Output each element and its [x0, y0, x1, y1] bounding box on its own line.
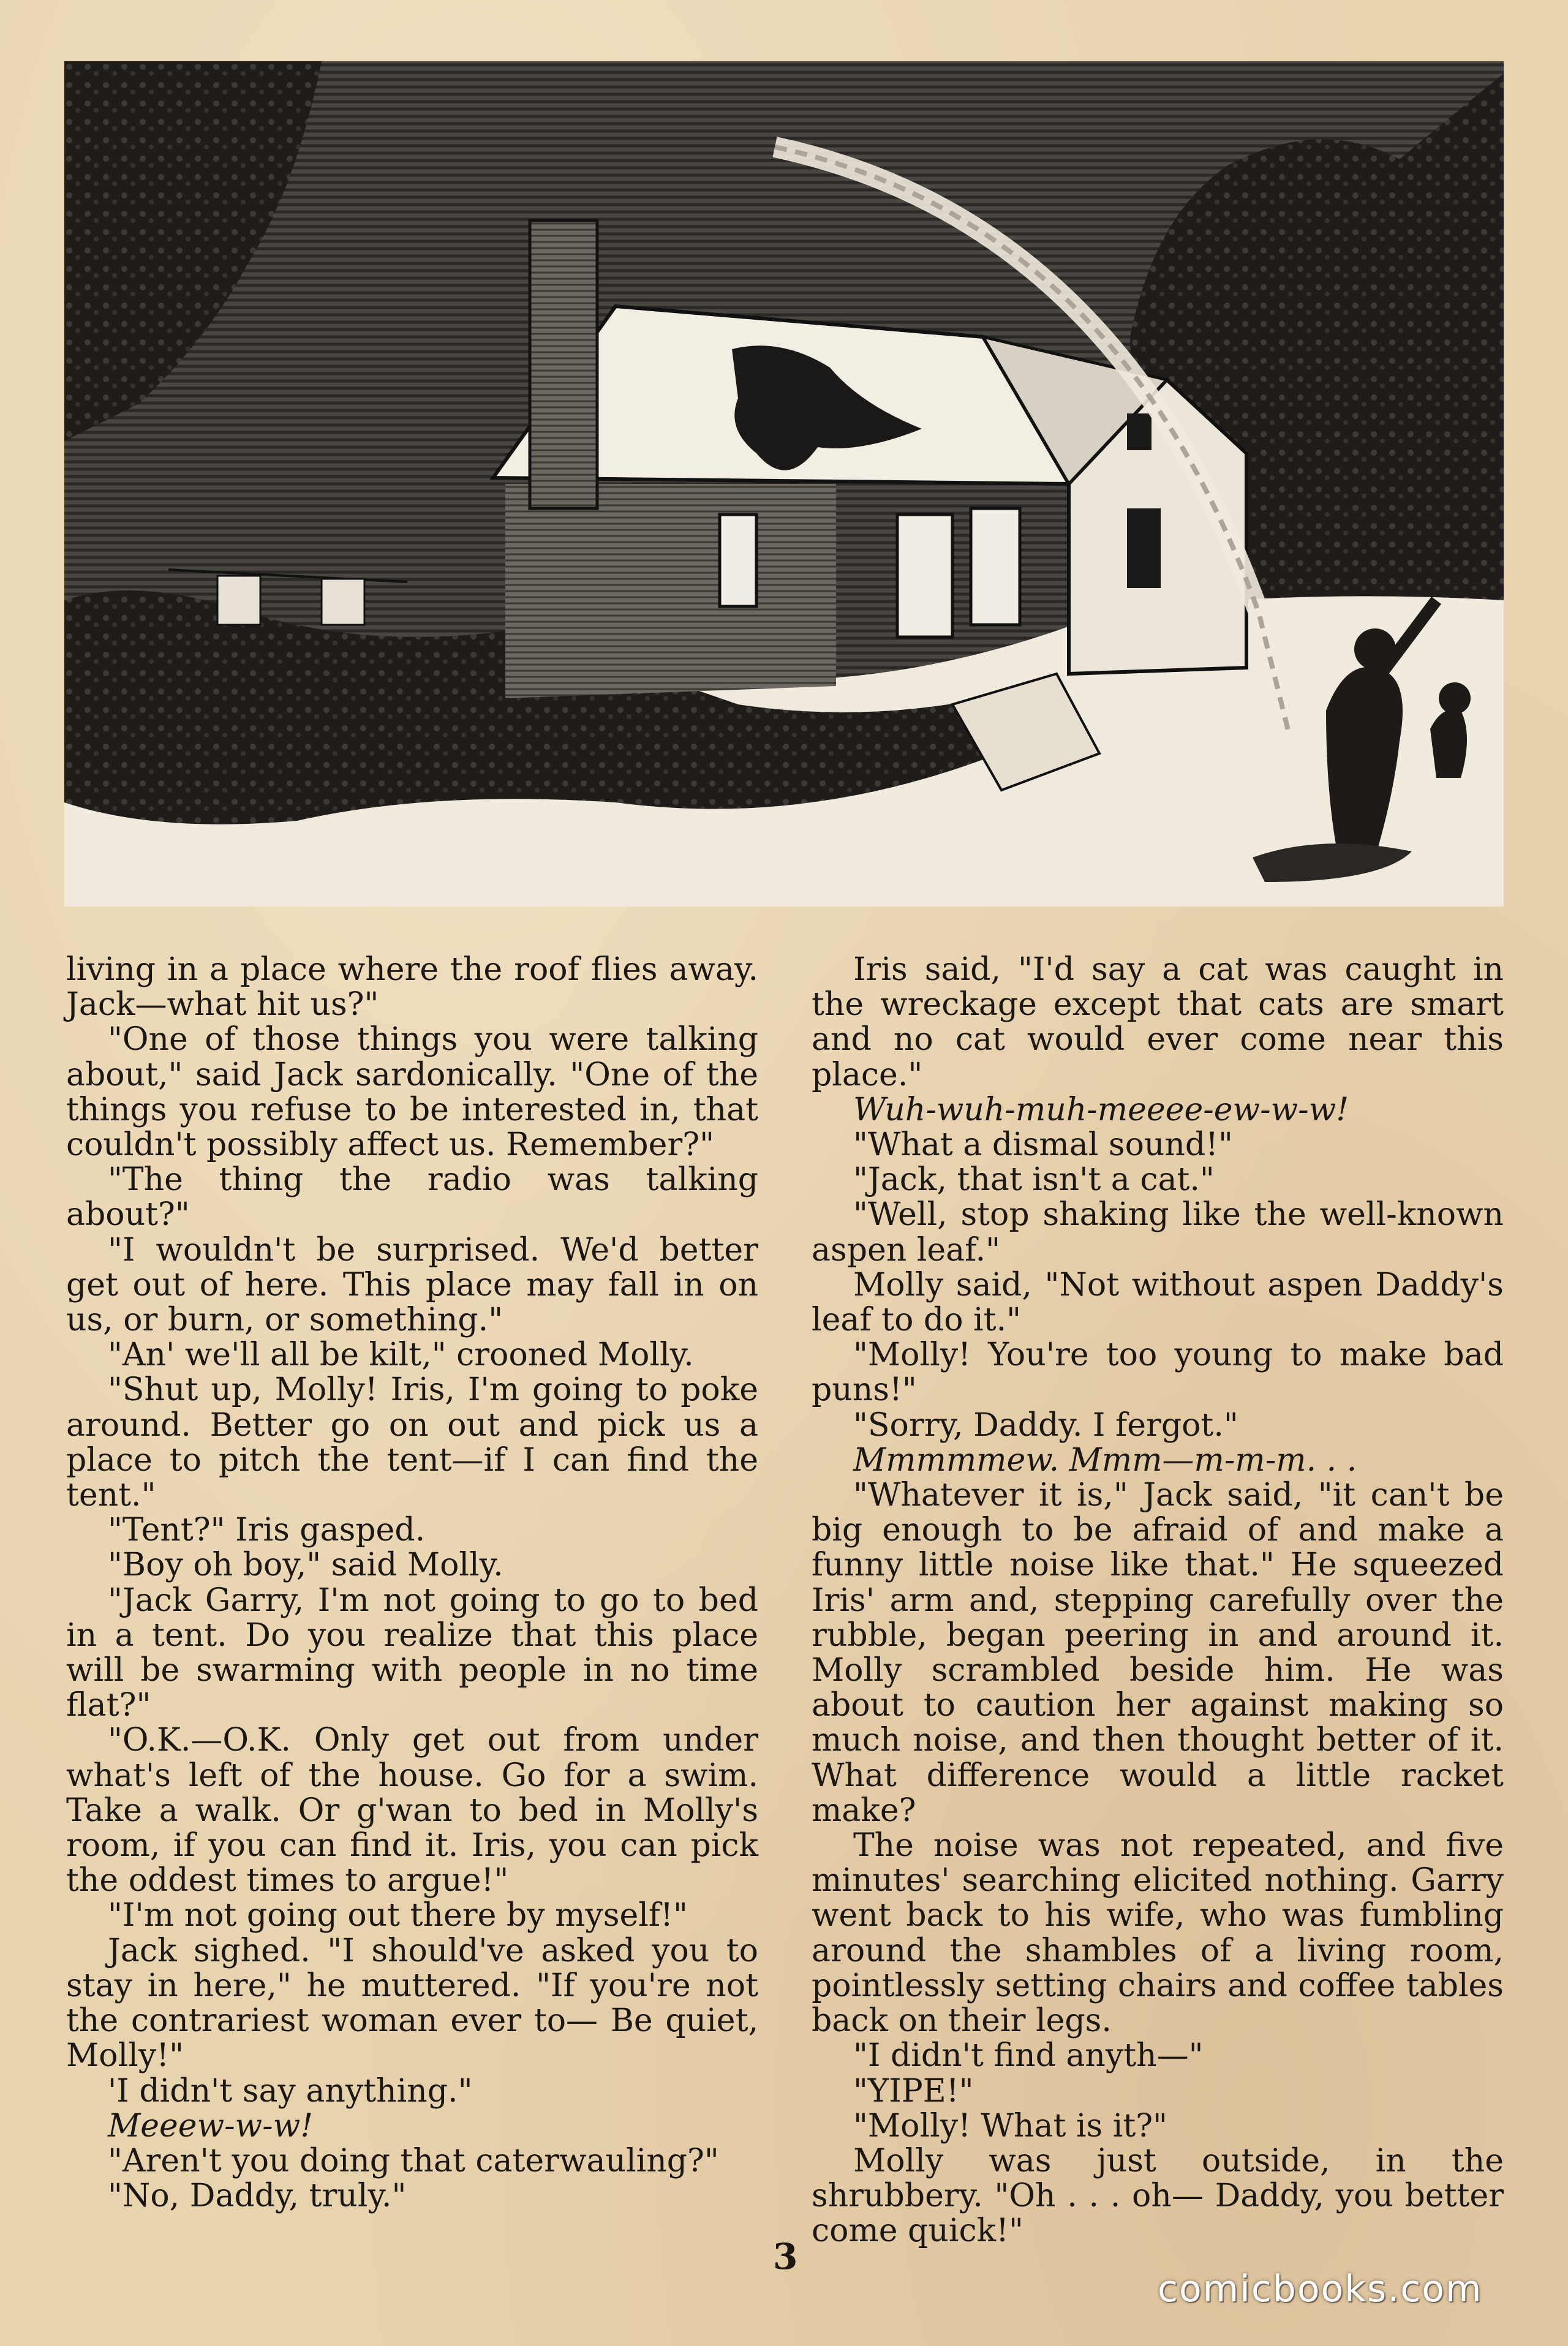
sound-effect-text: Wuh-wuh-muh-meeee-ew-w-w!	[853, 1091, 1349, 1128]
paragraph: "One of those things you were talking about," said Jack sardonically. "One of the things you refuse to be interested in, that couldn't possibly affect us. Remember?"	[66, 1021, 758, 1164]
sound-effect-text: Meeew-w-w!	[108, 2107, 314, 2144]
paragraph: "Whatever it is," Jack said, "it can't be big enough to be afraid of and make a funny little noise like that." He squeezed Iris' arm and, stepping carefully over the rubble, began peering in and around it. Molly scrambled beside him. He was about to caution her against making so much noise, and then thought better of it. What difference would a little racket make?	[812, 1477, 1504, 1829]
text-column-left	[66, 952, 758, 2214]
paragraph: "O.K.—O.K. Only get out from under what's left of the house. Go for a swim. Take a walk. Or g'wan to bed in Molly's room, if you can find it. Iris, you can pick the oddest times to argue!"	[66, 1722, 758, 1899]
house-roof-damage-night-illustration	[64, 61, 1504, 907]
page-number: 3	[773, 2236, 798, 2277]
paragraph: "No, Daddy, truly."	[108, 2178, 407, 2215]
paragraph: "Jack, that isn't a cat."	[853, 1161, 1215, 1199]
paragraph: Iris said, "I'd say a cat was caught in the wreckage except that cats are smart and no cat would ever come near this place."	[812, 951, 1504, 1093]
paragraph: 'I didn't say anything."	[108, 2072, 473, 2110]
paragraph: Molly said, "Not without aspen Daddy's leaf to do it."	[812, 1266, 1504, 1339]
paragraph: "The thing the radio was talking about?"	[66, 1161, 758, 1234]
paragraph: "I wouldn't be surprised. We'd better get out of here. This place may fall in on us, or burn, or something."	[66, 1231, 758, 1339]
paragraph: "Sorry, Daddy. I fergot."	[853, 1406, 1238, 1444]
paragraph: "Jack Garry, I'm not going to go to bed in a tent. Do you realize that this place will be swarming with people in no time flat?"	[66, 1582, 758, 1724]
paragraph: The noise was not repeated, and five minutes' searching elicited nothing. Garry went back to his wife, who was fumbling around the shambles of a living room, pointlessly setting chairs and coffee tables back on their legs.	[812, 1827, 1504, 2040]
paragraph: "Shut up, Molly! Iris, I'm going to poke around. Better go on out and pick us a place to pitch the tent—if I can find the tent."	[66, 1371, 758, 1514]
paragraph: "I'm not going out there by myself!"	[108, 1897, 688, 1934]
paragraph: Molly was just outside, in the shrubbery. "Oh . . . oh— Daddy, you better come quick!"	[812, 2142, 1504, 2250]
watermark: comicbooks.com	[1158, 2268, 1483, 2310]
paragraph: "YIPE!"	[853, 2072, 974, 2110]
text-column-right	[812, 952, 1504, 2249]
paragraph: "Boy oh boy," said Molly.	[108, 1547, 503, 1584]
paragraph: "Molly! You're too young to make bad puns!"	[812, 1337, 1504, 1409]
paragraph: Jack sighed. "I should've asked you to stay in here," he muttered. "If you're not the contrariest woman ever to— Be quiet, Molly!"	[66, 1932, 758, 2075]
paragraph: "Aren't you doing that caterwauling?"	[108, 2142, 719, 2179]
house-illustration	[64, 61, 1504, 907]
paragraph: living in a place where the roof flies away. Jack—what hit us?"	[66, 951, 758, 1024]
paragraph: "Tent?" Iris gasped.	[108, 1512, 426, 1549]
sound-effect-text: Mmmmmew. Mmm—m-m-m. . .	[853, 1441, 1357, 1479]
paragraph: "Well, stop shaking like the well-known aspen leaf."	[812, 1196, 1504, 1269]
paragraph: "Molly! What is it?"	[853, 2107, 1168, 2144]
paragraph: "What a dismal sound!"	[853, 1126, 1233, 1164]
paragraph: "I didn't find anyth—"	[853, 2037, 1204, 2075]
paragraph: "An' we'll all be kilt," crooned Molly.	[108, 1337, 694, 1374]
